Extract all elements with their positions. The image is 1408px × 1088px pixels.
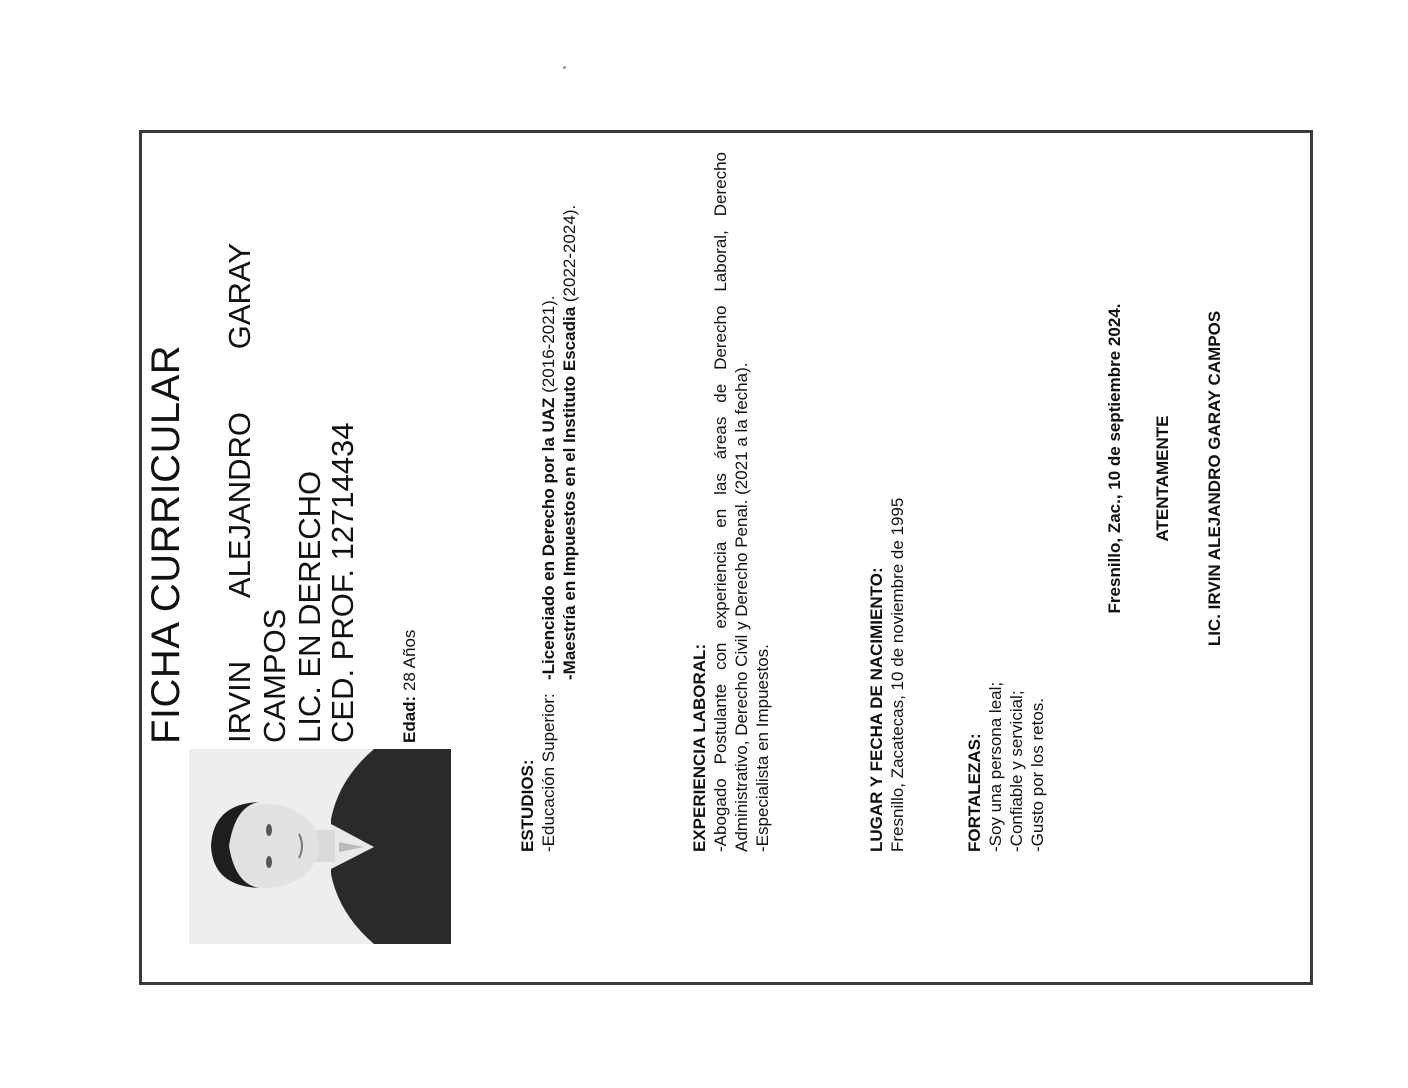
- estudios-row: [538, 152, 580, 852]
- scan-speck: [563, 66, 566, 69]
- name-first: IRVIN: [222, 660, 257, 743]
- section-experiencia: [689, 152, 773, 852]
- name-third: GARAY: [222, 243, 257, 350]
- firmante: LIC. IRVIN ALEJANDRO GARAY CAMPOS: [1205, 310, 1224, 647]
- atentamente: ATENTAMENTE: [1153, 415, 1172, 542]
- lugar-value: Fresnillo, Zacatecas, 10 de noviembre de 1995: [888, 497, 907, 852]
- section-lugar: [866, 152, 908, 852]
- document-frame: [139, 130, 1313, 985]
- section-fortalezas: [964, 152, 1048, 852]
- fortalezas-heading: FORTALEZAS:: [965, 733, 984, 852]
- estudios-level-label: -Educación Superior:: [539, 693, 558, 852]
- estudios-item-2: [559, 205, 580, 680]
- document-title: FICHA CURRICULAR: [144, 344, 188, 744]
- profile-photo: [189, 749, 451, 944]
- experiencia-item-2: -Especialista en Impuestos.: [753, 644, 772, 852]
- estudios-item-1: [538, 205, 559, 680]
- experiencia-item-1: -Abogado Postulante con experiencia en las áreas de Derecho Laboral, Derecho Administrativo, Derecho Civil y Derecho Penal. (2021 a la fecha).: [711, 152, 751, 852]
- section-estudios: [517, 152, 580, 852]
- fortaleza-item: -Soy una persona leal;: [986, 681, 1005, 852]
- name-line-1: [222, 243, 258, 743]
- degree: LIC. EN DERECHO: [292, 470, 327, 743]
- fortaleza-item: -Gusto por los retos.: [1028, 697, 1047, 852]
- estudios-item-2-bold: -Maestría en Impuestos en el Instituto Escadia: [560, 306, 579, 680]
- edad: [400, 630, 420, 743]
- fecha-firma: Fresnillo, Zac., 10 de septiembre 2024.: [1105, 303, 1124, 614]
- fortaleza-item: -Confiable y servicial;: [1007, 690, 1026, 852]
- name-second: ALEJANDRO: [222, 412, 257, 599]
- person-portrait-photo-icon: [189, 749, 451, 944]
- name-line-2: CAMPOS: [257, 608, 292, 743]
- estudios-items: [538, 205, 580, 680]
- estudios-item-2-rest: (2022-2024).: [560, 204, 579, 307]
- cedula: CED. PROF. 12714434: [325, 422, 360, 743]
- lugar-heading: LUGAR Y FECHA DE NACIMIENTO:: [867, 567, 886, 852]
- rotated-page: [142, 133, 1312, 984]
- estudios-item-1-bold: -Licenciado en Derecho por la UAZ: [539, 397, 558, 680]
- estudios-item-1-rest: (2016-2021).: [539, 295, 558, 398]
- edad-value: 28 Años: [400, 629, 419, 692]
- estudios-heading: ESTUDIOS:: [518, 759, 537, 852]
- edad-label: Edad:: [400, 695, 419, 743]
- experiencia-heading: EXPERIENCIA LABORAL:: [690, 643, 709, 852]
